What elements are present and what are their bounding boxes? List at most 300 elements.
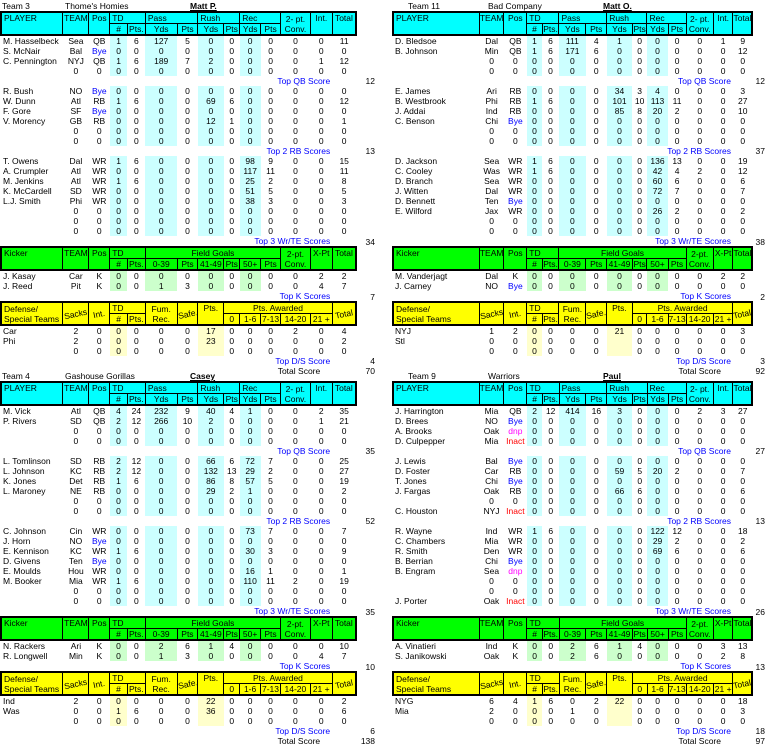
stat-cell: 0: [318, 196, 324, 206]
stat-cell: 0: [240, 116, 261, 126]
top_wr-label: Top 3 Wr/TE Scores: [655, 606, 731, 616]
stat-cell: 0: [637, 126, 642, 136]
stat-cell: 36: [198, 706, 224, 716]
top_wr-row: [1, 606, 383, 617]
stat-cell: 0: [293, 206, 298, 216]
stat-cell: 0: [720, 586, 726, 596]
stat-cell: 0: [240, 46, 261, 56]
stat-cell: 0: [145, 496, 177, 506]
stat-cell: 0: [110, 186, 128, 196]
stat-cell: 0: [607, 506, 633, 516]
player-name: C. Houston: [395, 506, 438, 516]
stat-cell: 0: [697, 546, 703, 556]
stat-cell: 0: [198, 426, 224, 436]
player-name: E. Kennison: [3, 546, 49, 556]
pos-status: 0: [96, 136, 102, 146]
player-name: E. James: [395, 86, 431, 96]
col-2pt-conv: [281, 247, 311, 270]
top_rb-row: [1, 516, 383, 526]
stat-cell: 0: [229, 166, 235, 176]
quadrant-title: [0, 0, 383, 11]
col-kicker: Kicker: [393, 617, 479, 640]
pos-status: K: [512, 641, 519, 651]
margin-spacer: [356, 247, 383, 270]
stat-cell: 0: [593, 206, 599, 216]
stat-cell: 0: [198, 126, 224, 136]
stat-cell: 0: [594, 426, 599, 436]
stat-cell: 0: [96, 336, 102, 346]
stat-cell: 0: [674, 496, 680, 506]
wr-row: [393, 206, 767, 216]
stat-cell: 66: [607, 486, 633, 496]
stat-cell: 0: [674, 116, 680, 126]
stat-cell: 0: [268, 56, 273, 66]
col-rec-pts: Pts: [668, 394, 686, 406]
stat-cell: 0: [293, 706, 298, 716]
pos-status: K: [96, 281, 103, 291]
qb-row: [1, 436, 383, 446]
total-label: Total Score: [678, 736, 721, 746]
stat-cell: 0: [110, 46, 128, 56]
margin-spacer: [356, 576, 383, 586]
quadrant-title: [383, 370, 767, 381]
stat-cell: 0: [158, 706, 164, 716]
margin-spacer: [752, 176, 767, 186]
player-name: [1, 506, 63, 516]
stat-cell: 42: [647, 166, 668, 176]
spacer: [1, 726, 224, 736]
stat-cell: 0: [674, 126, 680, 136]
col-fum-rec: [559, 302, 586, 325]
stat-cell: 0: [720, 46, 726, 56]
col-fg-pts: Pts: [586, 629, 607, 641]
stat-cell: 0: [268, 496, 273, 506]
stat-cell: 0: [674, 226, 680, 236]
kicker-name: S. Janikowski: [395, 651, 447, 661]
stat-cell: 0: [198, 546, 224, 556]
col-total: Total: [733, 617, 752, 640]
spacer: [1, 606, 224, 617]
stat-cell: 4: [229, 406, 235, 416]
stat-cell: 0: [697, 56, 703, 66]
stat-cell: 0: [341, 716, 347, 726]
stat-cell: 0: [73, 346, 79, 356]
label: Int.: [508, 307, 523, 320]
label: 2-pt.: [691, 618, 709, 629]
stat-cell: 0: [229, 136, 235, 146]
margin-spacer: [356, 116, 383, 126]
pos-status: WR: [92, 546, 107, 556]
stat-cell: 21: [339, 416, 349, 426]
stat-cell: 0: [548, 216, 553, 226]
stat-cell: 0: [697, 496, 703, 506]
col-fg-pts: Pts: [668, 259, 686, 271]
stat-cell: 0: [318, 96, 324, 106]
stat-cell: 0: [607, 281, 633, 291]
stat-cell: 0: [594, 546, 599, 556]
stat-cell: 0: [110, 506, 128, 516]
stat-cell: 0: [158, 346, 164, 356]
stat-cell: 0: [145, 476, 177, 486]
stat-cell: 0: [318, 86, 324, 96]
team-abbr: Bal: [485, 456, 498, 466]
stat-cell: 0: [593, 226, 599, 236]
stat-cell: 0: [240, 556, 261, 566]
pos-status: 0: [96, 596, 102, 606]
stat-cell: 0: [185, 196, 190, 206]
top_rb-label: Top 2 RB Scores: [667, 516, 731, 526]
stat-cell: 0: [527, 546, 542, 556]
stat-cell: 0: [110, 216, 128, 226]
spacer: [1, 236, 224, 247]
pos-status: 0: [513, 126, 518, 136]
stat-cell: 0: [134, 271, 139, 281]
stat-cell: 0: [720, 281, 726, 291]
top_ds-label: Top D/S Score: [275, 726, 331, 736]
stat-cell: 0: [229, 556, 235, 566]
stat-cell: 0: [697, 136, 703, 146]
stat-cell: 0: [145, 426, 177, 436]
stat-cell: 0: [318, 66, 324, 76]
stat-cell: 0: [133, 596, 139, 606]
stat-cell: 17: [198, 325, 224, 336]
stat-cell: 3: [607, 405, 633, 416]
stat-cell: 0: [293, 346, 298, 356]
col-team: TEAM: [63, 247, 89, 270]
stat-cell: 0: [594, 476, 599, 486]
stat-cell: 3: [720, 641, 726, 651]
stat-cell: 0: [513, 336, 518, 346]
player-name: P. Rivers: [3, 416, 37, 426]
stat-cell: 0: [73, 716, 79, 726]
pos-status: Bye: [508, 416, 523, 426]
stat-cell: 0: [185, 706, 190, 716]
stat-cell: 69: [198, 96, 224, 106]
stat-cell: 0: [185, 596, 190, 606]
col-rush: Rush: [198, 12, 240, 24]
stat-cell: 0: [720, 716, 726, 726]
pos-status: WR: [508, 176, 523, 186]
stat-cell: 0: [637, 566, 643, 576]
stat-cell: 0: [594, 486, 599, 496]
margin-spacer: [752, 382, 767, 405]
team-abbr: Dal: [69, 156, 83, 166]
stat-cell: 7: [185, 56, 190, 66]
stat-cell: 0: [674, 196, 680, 206]
stat-cell: 6: [133, 546, 139, 556]
stat-cell: 0: [229, 86, 235, 96]
stat-cell: 1: [607, 640, 633, 651]
stat-cell: 0: [198, 436, 224, 446]
stat-cell: 0: [559, 96, 586, 106]
stat-cell: 0: [697, 156, 703, 166]
stat-cell: 0: [594, 526, 599, 536]
header-cell: [586, 302, 607, 325]
stat-cell: 0: [268, 536, 273, 546]
stat-cell: 1: [240, 405, 261, 416]
stat-cell: 8: [637, 106, 642, 116]
stat-cell: 0: [637, 576, 643, 586]
margin-spacer: [356, 156, 383, 166]
kicker-name: M. Vanderjagt: [395, 271, 448, 281]
stat-cell: 0: [697, 556, 703, 566]
defense-row: [1, 336, 383, 346]
stat-cell: 0: [720, 66, 726, 76]
col-td: TD: [110, 617, 146, 629]
col-total: Total: [332, 12, 356, 35]
pos-status: 0: [513, 496, 518, 506]
label: Special Teams: [4, 313, 60, 324]
team-abbr: NO: [485, 416, 498, 426]
wr-row: [1, 226, 383, 236]
stat-cell: 16: [240, 566, 261, 576]
stat-cell: 0: [185, 206, 190, 216]
stat-cell: 29: [198, 486, 224, 496]
stat-cell: 18: [737, 526, 748, 536]
stat-cell: 0: [185, 486, 190, 496]
margin-spacer: [752, 716, 767, 726]
stat-cell: 0: [593, 116, 599, 126]
stat-cell: 0: [110, 556, 128, 566]
top_qb-value: 27: [752, 446, 767, 456]
stat-cell: 0: [674, 136, 680, 146]
stat-cell: 0: [570, 696, 575, 706]
col-awarded-14-20: 14-20: [280, 684, 310, 696]
rb-row: [393, 476, 767, 486]
col-total: Total: [733, 247, 752, 270]
rb-row: [1, 506, 383, 516]
stat-cell: 0: [133, 651, 139, 661]
team-number: Team 4: [2, 371, 30, 381]
stat-cell: 6: [134, 36, 139, 46]
margin-spacer: [356, 186, 383, 196]
col-fg-pts: Pts: [633, 629, 646, 639]
pos-status: WR: [92, 176, 107, 186]
stat-cell: 0: [559, 586, 586, 596]
label: Defense/: [396, 673, 431, 684]
header-cell: [504, 672, 527, 695]
stat-cell: 0: [293, 86, 298, 96]
stat-cell: 0: [548, 476, 554, 486]
margin-spacer: [752, 672, 767, 695]
pos-status: Inact: [506, 596, 525, 606]
col-fum-rec: [559, 672, 586, 695]
stat-cell: 0: [185, 456, 190, 466]
col-td-num: #: [110, 259, 128, 271]
stat-cell: [198, 346, 224, 356]
stat-cell: 0: [527, 716, 542, 726]
pos-status: dnp: [508, 566, 523, 576]
stat-cell: 8: [341, 176, 347, 186]
col-player: PLAYER: [1, 382, 63, 405]
stat-cell: 0: [198, 66, 224, 76]
stat-cell: 0: [647, 405, 668, 416]
stat-cell: 2: [341, 271, 347, 281]
margin-spacer: [752, 196, 767, 206]
pos-status: Bye: [91, 86, 107, 96]
stat-cell: 0: [293, 96, 298, 106]
stat-cell: 0: [229, 536, 235, 546]
stat-cell: 0: [594, 456, 599, 466]
stat-cell: 0: [134, 226, 139, 236]
margin-spacer: [752, 116, 767, 126]
stat-cell: 0: [229, 186, 235, 196]
margin-spacer: [752, 156, 767, 166]
col-rush: Rush: [607, 382, 647, 394]
stat-cell: 0: [513, 716, 518, 726]
stat-cell: 0: [740, 496, 746, 506]
stat-cell: 0: [268, 66, 273, 76]
stat-cell: 6: [548, 166, 553, 176]
stat-cell: 0: [110, 206, 128, 216]
defense-row: [1, 706, 383, 716]
qb-row: [1, 426, 383, 436]
stat-cell: 0: [647, 281, 668, 291]
pos-status: K: [96, 641, 103, 651]
stat-cell: 0: [637, 696, 643, 706]
stat-cell: 13: [672, 156, 682, 166]
team-abbr: Atl: [70, 406, 81, 416]
pos-status: RB: [509, 486, 522, 496]
stat-cell: 0: [341, 226, 347, 236]
col-td: TD: [527, 247, 559, 259]
stat-cell: 0: [637, 706, 643, 716]
label: Safe.: [176, 306, 199, 321]
stat-cell: 0: [268, 486, 273, 496]
player-name: J. Fargas: [395, 486, 431, 496]
stat-cell: 7: [341, 651, 347, 661]
stat-cell: 0: [697, 271, 703, 281]
stat-cell: 12: [339, 96, 349, 106]
label: Conv.: [688, 393, 711, 404]
margin-spacer: [356, 226, 383, 236]
stat-cell: 0: [318, 46, 324, 56]
col-pass: Pass: [559, 12, 607, 24]
stat-cell: 1: [110, 706, 128, 716]
col-pass: Pass: [145, 12, 198, 24]
stat-cell: 0: [674, 651, 680, 661]
stat-cell: 6: [594, 651, 599, 661]
margin-spacer: [356, 12, 383, 35]
top_k-row: [393, 291, 767, 302]
stat-cell: 1: [110, 96, 128, 106]
margin-spacer: [356, 56, 383, 66]
stat-cell: 13: [737, 641, 748, 651]
stat-cell: 0: [96, 326, 102, 336]
stat-cell: 0: [720, 706, 726, 716]
pos-status: WR: [92, 526, 107, 536]
spacer: [733, 516, 752, 526]
header-cell: [332, 302, 356, 325]
col-td-pts: Pts.: [543, 259, 558, 269]
stat-cell: 12: [672, 526, 682, 536]
wr-row: [393, 156, 767, 166]
col-awarded-21: 21 +: [714, 314, 732, 324]
stat-cell: 0: [559, 486, 586, 496]
margin-spacer: [356, 405, 383, 416]
stat-cell: 4: [229, 641, 235, 651]
owner-name: Casey: [190, 371, 216, 381]
stat-cell: 19: [737, 156, 748, 166]
stat-cell: 2: [145, 640, 177, 651]
team-abbr: Oak: [483, 426, 500, 436]
spacer: [1, 736, 224, 746]
col-td: TD: [527, 382, 559, 394]
col-pass-yds: Yds: [145, 24, 177, 36]
top_k-row: [1, 661, 383, 672]
pos-status: WR: [92, 186, 107, 196]
stat-cell: 132: [198, 466, 224, 476]
qb-row: [1, 405, 383, 416]
stat-cell: 69: [647, 546, 668, 556]
rb-row: [393, 466, 767, 476]
stat-cell: 1: [268, 566, 273, 576]
stat-cell: 0: [318, 436, 324, 446]
stat-cell: 0: [229, 216, 235, 226]
margin-spacer: [752, 456, 767, 466]
stat-cell: 0: [720, 456, 726, 466]
margin-spacer: [356, 176, 383, 186]
kicker-name: J. Kasay: [3, 271, 36, 281]
stat-cell: 117: [240, 166, 261, 176]
stat-cell: 0: [740, 281, 746, 291]
stat-cell: 0: [293, 156, 298, 166]
stat-cell: 0: [607, 436, 633, 446]
stat-cell: 0: [720, 476, 726, 486]
stat-cell: 0: [110, 596, 128, 606]
stat-cell: 0: [240, 416, 261, 426]
stat-cell: 3: [740, 86, 746, 96]
margin-spacer: [356, 556, 383, 566]
team-abbr: 0: [73, 216, 79, 226]
stat-cell: 0: [110, 325, 128, 336]
top_k-label: Top K Scores: [279, 661, 331, 671]
margin-spacer: [356, 466, 383, 476]
pos-status: K: [96, 271, 103, 281]
label: Conv.: [688, 628, 711, 639]
pos-status: 0: [96, 206, 102, 216]
margin-spacer: [752, 536, 767, 546]
header-cell: [177, 672, 198, 695]
col-fg-0-39: 0-39: [559, 259, 586, 271]
stat-cell: 0: [198, 576, 224, 586]
pos-status: 0: [96, 226, 102, 236]
stat-cell: 0: [607, 126, 633, 136]
header-cell: [89, 302, 110, 325]
pos-status: WR: [92, 166, 107, 176]
stat-cell: 0: [240, 506, 261, 516]
stat-cell: 0: [268, 326, 273, 336]
stat-cell: 0: [229, 586, 235, 596]
stat-cell: 0: [240, 136, 261, 146]
col-fg-41-49: 41-49: [608, 259, 631, 269]
qb-row: [393, 436, 767, 446]
stat-cell: 0: [527, 186, 542, 196]
stat-cell: 0: [198, 270, 224, 281]
stat-cell: 0: [110, 226, 128, 236]
stat-cell: 0: [607, 556, 633, 566]
header-cell: [63, 302, 89, 325]
label: Conv.: [688, 258, 711, 269]
margin-spacer: [356, 640, 383, 651]
stat-cell: 6: [548, 526, 554, 536]
stat-cell: 0: [697, 346, 703, 356]
stat-cell: 0: [198, 586, 224, 596]
total-value: 138: [356, 736, 383, 746]
stat-cell: 0: [637, 556, 643, 566]
margin-spacer: [356, 456, 383, 466]
pos-status: QB: [93, 56, 106, 66]
